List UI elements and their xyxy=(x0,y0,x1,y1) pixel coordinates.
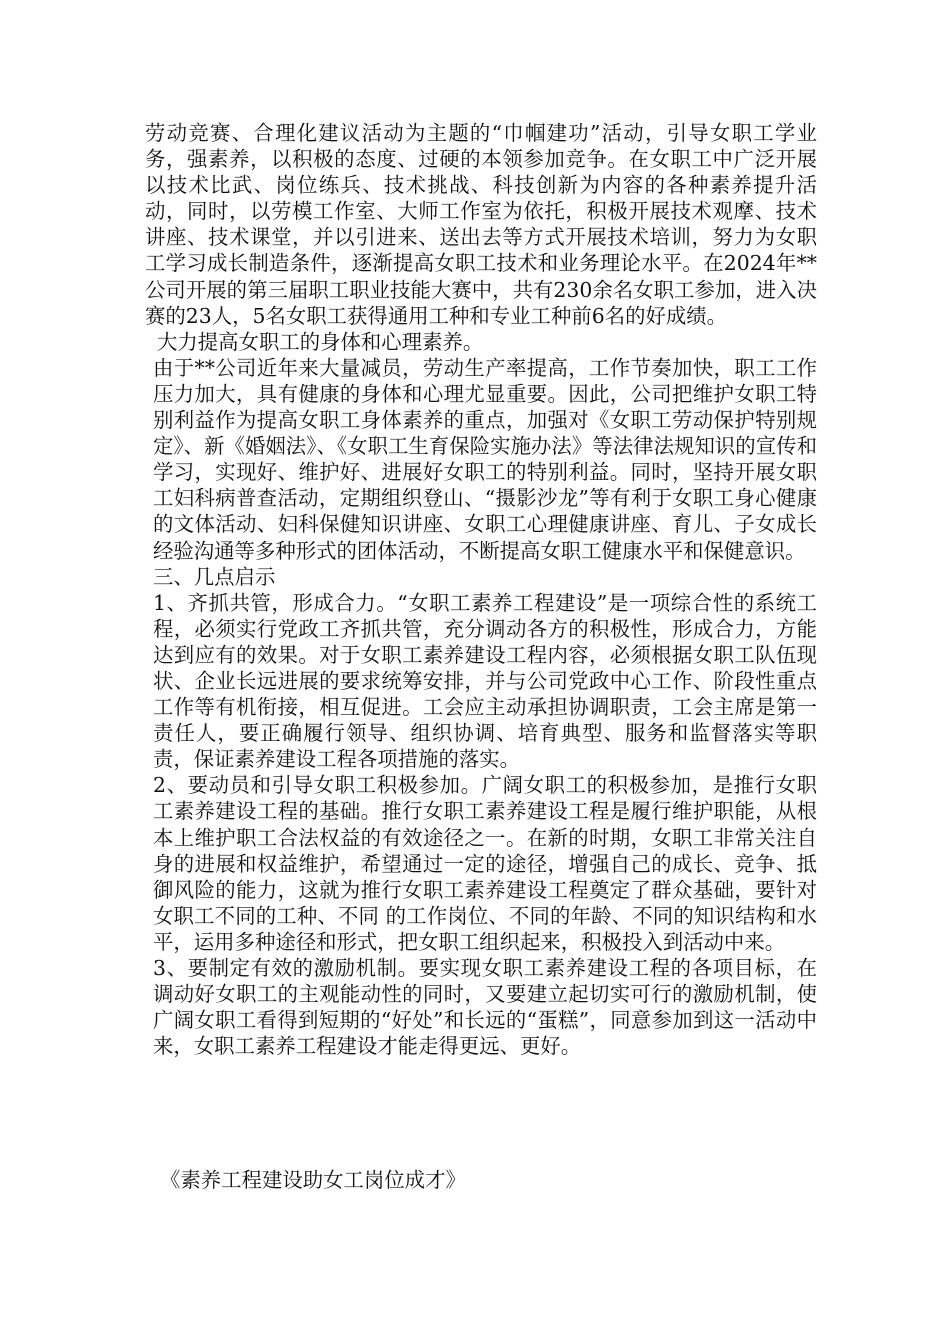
document-body xyxy=(145,120,817,1059)
body-paragraph-2: 由于**公司近年来大量减员，劳动生产率提高，工作节奏加快，职工工作压力加大，具有健康的身体和心理尤显重要。因此，公司把维护女职工特别利益作为提高女职工身体素养的重点，加强对《女职工劳动保护特别规定》、新《婚姻法》、《女职工生育保险实施办法》等法律法规知识的宣传和学习，实现好、维护好、进展好女职工的特别利益。同时，坚持开展女职工妇科病普查活动，定期组织登山、“摄影沙龙”等有利于女职工身心健康的文体活动、妇科保健知识讲座、女职工心理健康讲座、育儿、子女成长经验沟通等多种形式的团体活动，不断提高女职工健康水平和保健意识。 xyxy=(153,355,817,563)
section-heading-insights: 三、几点启示 xyxy=(153,564,276,589)
insight-paragraph-3: 3、要制定有效的激励机制。要实现女职工素养建设工程的各项目标，在调动好女职工的主观能动性的同时，又要建立起切实可行的激励机制，使广阔女职工看得到短期的“好处”和长远的“蛋糕”，同意参加到这一活动中来，女职工素养工程建设才能走得更远、更好。 xyxy=(153,956,817,1059)
insight-paragraph-2: 2、要动员和引导女职工积极参加。广阔女职工的积极参加，是推行女职工素养建设工程的基础。推行女职工素养建设工程是履行维护职能，从根本上维护职工合法权益的有效途径之一。在新的时期，女职工非常关注自身的进展和权益维护，希望通过一定的途径，增强自己的成长、竞争、抵御风险的能力，这就为推行女职工素养建设工程奠定了群众基础，要针对女职工不同的工种、不同 的工作岗位、不同的年龄、不同的知识结构和水平，运用多种途径和形式，把女职工组织起来，积极投入到活动中来。 xyxy=(153,773,817,954)
section-heading-physical-mental: 大力提高女职工的身体和心理素养。 xyxy=(157,329,484,354)
insight-paragraph-1: 1、齐抓共管，形成合力。“女职工素养工程建设”是一项综合性的系统工程，必须实行党政工齐抓共管，充分调动各方的积极性，形成合力，方能达到应有的效果。对于女职工素养建设工程内容，必须根据女职工队伍现状、企业长远进展的要求统筹安排，并与公司党政中心工作、阶段性重点工作等有机衔接，相互促进。工会应主动承担协调职责，工会主席是第一责任人，要正确履行领导、组织协调、培育典型、服务和监督落实等职责，保证素养建设工程各项措施的落实。 xyxy=(153,590,817,772)
next-article-title: 《素养工程建设助女工岗位成才》 xyxy=(160,1168,466,1192)
body-paragraph-1: 劳动竞赛、合理化建议活动为主题的“巾帼建功”活动，引导女职工学业务，强素养，以积极的态度、过硬的本领参加竞争。在女职工中广泛开展以技术比武、岗位练兵、技术挑战、科技创新为内容的各种素养提升活动，同时，以劳模工作室、大师工作室为依托，积极开展技术观摩、技术讲座、技术课堂，并以引进来、送出去等方式开展技术培训，努力为女职工学习成长制造条件，逐渐提高女职工技术和业务理论水平。在2024年**公司开展的第三届职工职业技能大赛中，共有230余名女职工参加，进入决赛的23人，5名女职工获得通用工种和专业工种前6名的好成绩。 xyxy=(145,121,817,328)
